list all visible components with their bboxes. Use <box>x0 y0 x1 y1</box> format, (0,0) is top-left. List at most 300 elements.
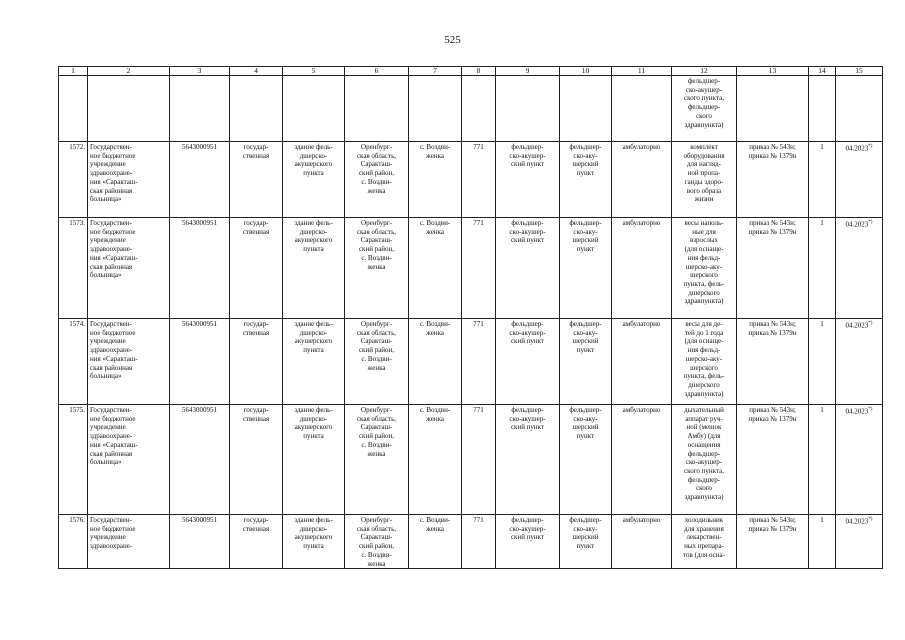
continuation-row <box>59 76 883 142</box>
cell-line: женка <box>426 227 444 236</box>
quantity-cell: 1 <box>809 405 836 515</box>
cell-line: (для оснаще- <box>684 337 724 346</box>
cell-line: ская районная <box>90 449 133 458</box>
cell-line: амбулаторно <box>622 320 661 328</box>
inn-cell: 5643000951 <box>170 218 230 319</box>
cell-line: больница» <box>90 458 122 467</box>
cell-line: весы для де- <box>685 320 723 328</box>
cell-line: здравоохране- <box>90 169 133 178</box>
cell-line: дшерско- <box>299 328 328 337</box>
column-number: 5 <box>283 67 345 76</box>
cell-line: женка <box>367 449 386 458</box>
cell-line: государ- <box>243 516 269 524</box>
ownership-cell <box>230 405 283 515</box>
cell-line: дшерско- <box>299 414 328 423</box>
locality-cell <box>409 515 462 569</box>
cell-line: ский район, <box>358 245 395 254</box>
organization-cell <box>88 515 170 569</box>
order-cell <box>737 319 809 405</box>
cell-line: ско-аку- <box>573 227 598 236</box>
cell-line: женка <box>426 414 444 423</box>
cell-line: амбулаторно <box>622 516 661 524</box>
cell-line: амбулаторно <box>622 406 661 414</box>
cell-line: жизни <box>694 195 714 204</box>
cell-line: ной пропа- <box>687 169 721 178</box>
cell-line: здравоохране- <box>90 245 133 254</box>
unit-cell <box>496 515 560 569</box>
cell-line: учреждение <box>90 337 126 346</box>
quantity-cell: 1 <box>809 515 836 569</box>
cell-line: женка <box>367 559 386 568</box>
unit-cell <box>496 405 560 515</box>
cell-line: ственная <box>242 227 270 236</box>
cell-line: ского пункта, <box>684 466 724 475</box>
cell-line: больница» <box>90 372 122 381</box>
cell-line: дшерско- <box>299 151 328 160</box>
cell-line: Саракташ- <box>360 337 393 346</box>
cell-line: пункта <box>303 542 324 551</box>
cell-line: ное бюджетное <box>90 328 136 337</box>
cell-line: ский пункт <box>510 160 545 169</box>
cell-line: Оренбург- <box>361 406 392 414</box>
cell-line: фельдшер- <box>687 475 721 484</box>
cell-line: для нагляд- <box>687 160 721 169</box>
cell-line: ное бюджетное <box>90 414 136 423</box>
column-number: 15 <box>836 67 883 76</box>
cell-line: с. Воздви- <box>419 516 451 524</box>
unit-type-cell <box>560 218 612 319</box>
order-cell <box>737 515 809 569</box>
cell-line: ско-акушер- <box>509 151 546 160</box>
cell-line: пункт <box>576 346 595 355</box>
organization-cell <box>88 142 170 218</box>
cell-line: дшерско- <box>299 227 328 236</box>
cell-line: учреждение <box>90 160 126 169</box>
cell-line: Государствен- <box>90 143 132 151</box>
cell-line: ский пункт <box>510 423 545 432</box>
cell-line: Оренбург- <box>361 219 392 227</box>
cell-line: Оренбург- <box>361 516 392 524</box>
cell-line: весы наполь- <box>684 219 724 227</box>
page-number: 525 <box>444 34 461 46</box>
row-number-cell: 1575. <box>59 405 88 515</box>
cell-line: пункта <box>303 245 324 254</box>
building-cell <box>283 405 345 515</box>
cell-line: ская область, <box>356 328 397 337</box>
cell-line: с. Воздви- <box>361 253 392 262</box>
cell-line: фельдшер- <box>569 219 602 227</box>
cell-line: ско-аку- <box>573 524 598 533</box>
column-number: 7 <box>409 67 462 76</box>
cell-line: здравоохране- <box>90 432 133 441</box>
column-number: 4 <box>230 67 283 76</box>
cell-line: здравоохране- <box>90 542 133 551</box>
cell-line: с. Воздви- <box>361 550 392 559</box>
cell-line: больница» <box>90 271 122 280</box>
cell-line: пункта <box>303 346 324 355</box>
cell-line: Государствен- <box>90 320 132 328</box>
cell-line: ственная <box>242 151 270 160</box>
row-number-cell: 1574. <box>59 319 88 405</box>
cell-line: фельдшер- <box>569 516 602 524</box>
date-cell <box>836 142 883 218</box>
cell-line: пункт <box>576 245 595 254</box>
cell-line: ное бюджетное <box>90 151 136 160</box>
column-number: 3 <box>170 67 230 76</box>
cell-line: с. Воздви- <box>419 406 451 414</box>
cell-line: с. Воздви- <box>419 219 451 227</box>
order-cell <box>737 405 809 515</box>
cell-line: фельдшер- <box>511 219 544 227</box>
cell-line: ская районная <box>90 363 133 372</box>
cell-line: ский район, <box>358 346 395 355</box>
building-cell <box>283 218 345 319</box>
cell-line: ско-акушер- <box>509 328 546 337</box>
cell-line: оборудования <box>683 151 725 160</box>
cell-line: ско-акушер- <box>509 414 546 423</box>
cell-line: больница» <box>90 195 122 204</box>
cell-line: приказ № 543н; <box>749 219 796 227</box>
cell-line: пункта, фель- <box>683 372 725 381</box>
cell-line: Государствен- <box>90 406 132 414</box>
date-cell <box>836 218 883 319</box>
cell-line: приказ № 1379н <box>748 524 797 533</box>
cell-line: учреждение <box>90 423 126 432</box>
cell-line: ский район, <box>358 432 395 441</box>
cell-line: ская область, <box>356 414 397 423</box>
cell-line: шерского <box>690 271 718 280</box>
code-cell: 771 <box>462 319 496 405</box>
cell-line: тов (для осна- <box>683 550 725 559</box>
cell-line: ско-акушер- <box>509 227 546 236</box>
cell-line: с. Воздви- <box>419 320 451 328</box>
cell-line: фельдшер- <box>569 406 602 414</box>
equipment-cell <box>672 142 737 218</box>
unit-cell <box>496 142 560 218</box>
cell-line: государ- <box>243 320 269 328</box>
unit-type-cell <box>560 515 612 569</box>
cell-line: женка <box>367 363 386 372</box>
ownership-cell <box>230 515 283 569</box>
equipment-cell <box>672 319 737 405</box>
cell-line: взрослых <box>689 236 719 245</box>
cell-line: ное бюджетное <box>90 524 136 533</box>
cell-line: приказ № 543н; <box>749 320 796 328</box>
code-cell: 771 <box>462 142 496 218</box>
building-cell <box>283 515 345 569</box>
cell-line: ния «Саракташ- <box>90 177 138 186</box>
cell-line: аппарат руч- <box>685 414 723 423</box>
cell-line: с. Воздви- <box>419 143 451 151</box>
unit-cell <box>496 218 560 319</box>
cell-line: приказ № 1379н <box>748 328 797 337</box>
care-form-cell <box>612 515 672 569</box>
cell-line: тей до 1 года <box>684 328 724 337</box>
column-number: 2 <box>88 67 170 76</box>
cell-line: дыхательный <box>684 406 724 414</box>
cell-line: холодильник <box>684 516 724 524</box>
building-cell <box>283 319 345 405</box>
care-form-cell <box>612 319 672 405</box>
cell-line: ско-аку- <box>573 328 598 337</box>
ownership-cell <box>230 142 283 218</box>
address-cell <box>345 319 409 405</box>
column-number: 12 <box>672 67 737 76</box>
cell-line: шерский <box>572 160 599 169</box>
table-row <box>59 218 883 319</box>
column-number: 13 <box>737 67 809 76</box>
footnote-mark: *) <box>868 144 873 149</box>
cell-line: шерско-аку- <box>685 262 723 271</box>
organization-cell <box>88 319 170 405</box>
date-cell <box>836 319 883 405</box>
cell-line: фельдшер- <box>511 143 544 151</box>
cell-line: ния «Саракташ- <box>90 253 138 262</box>
cell-line: ственная <box>242 328 270 337</box>
care-form-cell <box>612 142 672 218</box>
cell-line: приказ № 1379н <box>748 227 797 236</box>
order-cell <box>737 218 809 319</box>
inn-cell: 5643000951 <box>170 319 230 405</box>
cell-line: Саракташ- <box>360 533 393 542</box>
row-number-cell: 1572. <box>59 142 88 218</box>
inn-cell: 5643000951 <box>170 142 230 218</box>
cell-line: с. Воздви- <box>361 440 392 449</box>
cell-line: ская районная <box>90 186 133 195</box>
cell-line: дшерского <box>688 380 720 389</box>
cell-line: амбулаторно <box>622 143 661 151</box>
cell-line: фельдшер- <box>511 320 544 328</box>
cell-line: пункт <box>576 169 595 178</box>
cell-line: приказ № 543н; <box>749 516 796 524</box>
cell-line: ганды здоро- <box>684 177 724 186</box>
date-value: 04.2023 <box>845 220 869 229</box>
column-number: 6 <box>345 67 409 76</box>
cell-line: акушерского <box>294 423 333 432</box>
cell-line: пункт <box>576 542 595 551</box>
cell-line: ского <box>696 484 712 493</box>
cell-line: здравпункта) <box>684 493 724 502</box>
footnote-mark: *) <box>868 407 873 412</box>
cell-line: акушерского <box>294 533 333 542</box>
row-number-cell: 1576. <box>59 515 88 569</box>
cell-line: амбулаторно <box>622 219 661 227</box>
row-number-cell: 1573. <box>59 218 88 319</box>
cell-line: лекарствен- <box>686 533 722 542</box>
table-row <box>59 319 883 405</box>
cell-line: акушерского <box>294 337 333 346</box>
building-cell <box>283 142 345 218</box>
cell-line: акушерского <box>294 236 333 245</box>
order-cell <box>737 142 809 218</box>
column-number: 10 <box>560 67 612 76</box>
inn-cell: 5643000951 <box>170 405 230 515</box>
address-cell <box>345 515 409 569</box>
care-form-cell <box>612 218 672 319</box>
cell-line: ственная <box>242 414 270 423</box>
cell-line: шерский <box>572 236 599 245</box>
cell-line: дшерского <box>688 288 720 297</box>
cell-line: шерский <box>572 337 599 346</box>
locality-cell <box>409 218 462 319</box>
cell-line: шерского <box>690 363 718 372</box>
cell-line: шерско-аку- <box>685 354 723 363</box>
cell-line: Амбу) (для <box>687 432 721 441</box>
equipment-cell <box>672 515 737 569</box>
cell-line: фельдшер- <box>569 320 602 328</box>
column-number: 9 <box>496 67 560 76</box>
date-cell <box>836 515 883 569</box>
column-number-row <box>59 67 883 76</box>
locality-cell <box>409 142 462 218</box>
unit-type-cell <box>560 319 612 405</box>
cell-line: здание фель- <box>294 406 333 414</box>
cell-line: ное бюджетное <box>90 227 136 236</box>
cell-line: оснащения <box>687 440 721 449</box>
equipment-cell <box>672 405 737 515</box>
cell-line: государ- <box>243 143 269 151</box>
code-cell: 771 <box>462 515 496 569</box>
cell-line: ский пункт <box>510 337 545 346</box>
address-cell <box>345 405 409 515</box>
cell-line: ния «Саракташ- <box>90 354 138 363</box>
cell-line: шерский <box>572 533 599 542</box>
unit-type-cell <box>560 405 612 515</box>
cell-line: здравпункта) <box>684 297 724 306</box>
ownership-cell <box>230 218 283 319</box>
cell-line: с. Воздви- <box>361 354 392 363</box>
cell-line: Оренбург- <box>361 143 392 151</box>
table-row <box>59 515 883 569</box>
footnote-mark: *) <box>868 321 873 326</box>
date-cell <box>836 405 883 515</box>
cell-line: фельдшер- <box>687 449 721 458</box>
address-cell <box>345 218 409 319</box>
table-row <box>59 142 883 218</box>
cell-line: учреждение <box>90 236 126 245</box>
footnote-mark: *) <box>868 517 873 522</box>
date-value: 04.2023 <box>845 517 869 526</box>
cell-line: для хранения <box>684 524 724 533</box>
cell-line: пункта <box>303 432 324 441</box>
cell-line: здание фель- <box>294 143 333 151</box>
code-cell: 771 <box>462 405 496 515</box>
cell-line: Саракташ- <box>360 423 393 432</box>
cell-line: ский район, <box>358 169 395 178</box>
cell-line: ско-акушер- <box>509 524 546 533</box>
date-value: 04.2023 <box>845 407 869 416</box>
cell-line: приказ № 1379н <box>748 151 797 160</box>
cell-line: учреждение <box>90 533 126 542</box>
column-number: 14 <box>809 67 836 76</box>
unit-cell <box>496 319 560 405</box>
cell-line: приказ № 543н; <box>749 143 796 151</box>
quantity-cell: 1 <box>809 142 836 218</box>
code-cell: 771 <box>462 218 496 319</box>
locality-cell <box>409 405 462 515</box>
table-row <box>59 405 883 515</box>
address-cell <box>345 142 409 218</box>
cell-line: Саракташ- <box>360 236 393 245</box>
cell-line: здание фель- <box>294 219 333 227</box>
cell-line: здание фель- <box>294 516 333 524</box>
cell-line: с. Воздви- <box>361 177 392 186</box>
cell-line: вого образа <box>686 186 722 195</box>
cell-line: пункта, фель- <box>683 279 725 288</box>
locality-cell <box>409 319 462 405</box>
date-value: 04.2023 <box>845 321 869 330</box>
footnote-mark: *) <box>868 220 873 225</box>
cell-line: Саракташ- <box>360 160 393 169</box>
unit-type-cell <box>560 142 612 218</box>
cell-line: ных препара- <box>684 542 724 551</box>
cell-line: дшерско- <box>299 524 328 533</box>
date-value: 04.2023 <box>845 144 869 153</box>
cell-line: ско-аку- <box>573 414 598 423</box>
quantity-cell: 1 <box>809 218 836 319</box>
cell-line: фельдшер- <box>511 406 544 414</box>
column-number: 11 <box>612 67 672 76</box>
cell-line: ский район, <box>358 542 395 551</box>
cell-line: ская область, <box>356 524 397 533</box>
cell-line: здравоохране- <box>90 346 133 355</box>
cell-line: государ- <box>243 406 269 414</box>
cell-line: ский пункт <box>510 236 545 245</box>
equipment-cell: фельдшер- ско-акушер- ского пункта, фельдшер- ского здравпункта) <box>672 76 737 142</box>
cell-line: Оренбург- <box>361 320 392 328</box>
cell-line: фельдшер- <box>569 143 602 151</box>
cell-line: ская область, <box>356 151 397 160</box>
organization-cell <box>88 218 170 319</box>
column-number: 1 <box>59 67 88 76</box>
cell-line: ственная <box>242 524 270 533</box>
equipment-cell <box>672 218 737 319</box>
cell-line: женка <box>367 262 386 271</box>
cell-line: (для оснаще- <box>684 245 724 254</box>
cell-line: женка <box>426 524 444 533</box>
cell-line: здание фель- <box>294 320 333 328</box>
cell-line: Государствен- <box>90 219 132 227</box>
inn-cell: 5643000951 <box>170 515 230 569</box>
cell-line: женка <box>367 186 386 195</box>
cell-line: ные для <box>692 227 716 236</box>
cell-line: ния «Саракташ- <box>90 440 138 449</box>
organization-cell <box>88 405 170 515</box>
cell-line: женка <box>426 151 444 160</box>
cell-line: здравпункта) <box>684 389 724 398</box>
cell-line: комплект <box>690 143 718 151</box>
cell-line: ско-аку- <box>573 151 598 160</box>
cell-line: шерский <box>572 423 599 432</box>
cell-line: ной (мешок <box>686 423 722 432</box>
cell-line: акушерского <box>294 160 333 169</box>
cell-line: Государствен- <box>90 516 132 524</box>
cell-line: ско-акушер- <box>685 458 723 467</box>
quantity-cell: 1 <box>809 319 836 405</box>
cell-line: ская районная <box>90 262 133 271</box>
cell-line: пункта <box>303 169 324 178</box>
data-table <box>58 66 883 569</box>
cell-line: ния фельд- <box>687 346 721 355</box>
cell-line: пункт <box>576 432 595 441</box>
cell-line: женка <box>426 328 444 337</box>
ownership-cell <box>230 319 283 405</box>
cell-line: приказ № 1379н <box>748 414 797 423</box>
cell-line: ния фельд- <box>687 253 721 262</box>
cell-line: приказ № 543н; <box>749 406 796 414</box>
cell-line: фельдшер- <box>511 516 544 524</box>
care-form-cell <box>612 405 672 515</box>
